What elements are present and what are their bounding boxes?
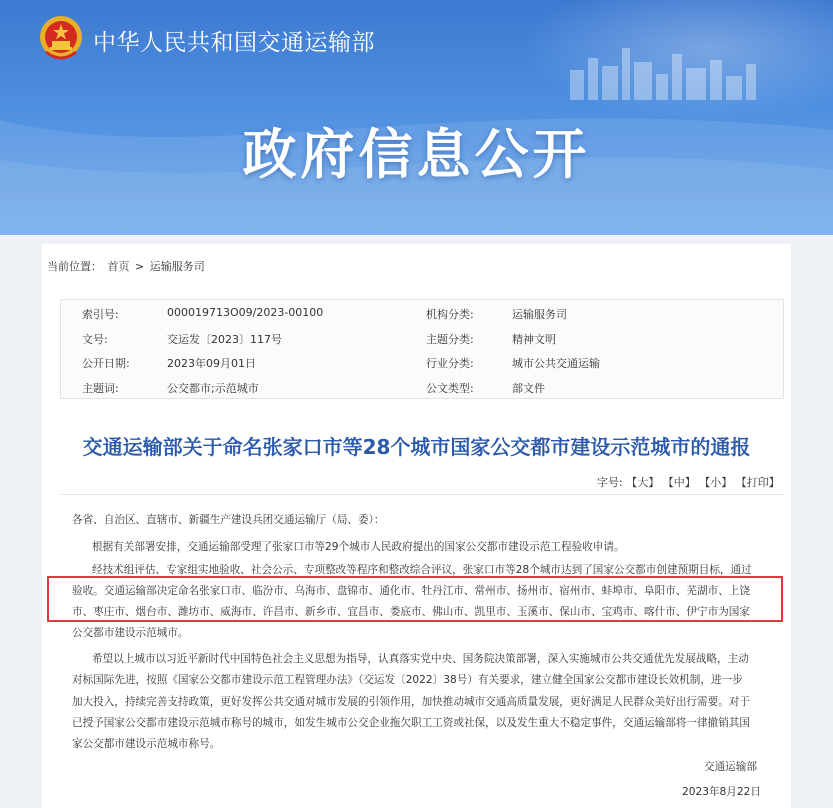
body-line: 验收。交通运输部决定命名张家口市、临汾市、乌海市、盘锦市、通化市、牡丹江市、常州市、扬州市、宿州市、蚌埠市、阜阳市、芜湖市、上饶 — [72, 585, 750, 597]
publish-date-label: 公开日期: — [82, 357, 130, 370]
body-line: 根据有关部署安排，交通运输部受理了张家口市等29个城市人民政府提出的国家公交都市建设示范工程验收申请。 — [92, 541, 625, 553]
body-line: 家公交都市建设示范城市称号。 — [72, 738, 221, 750]
font-size-small-button[interactable]: 【小】 — [699, 476, 733, 489]
body-line: 公交都市建设示范城市。 — [72, 627, 189, 639]
breadcrumb — [47, 258, 207, 274]
doc-type-label: 公文类型: — [426, 382, 474, 395]
industry-value: 城市公共交通运输 — [512, 357, 600, 370]
topic-label: 主题分类: — [426, 333, 474, 346]
body-line: 市、枣庄市、烟台市、潍坊市、威海市、许昌市、新乡市、宜昌市、娄底市、佛山市、凯里市、玉溪市、保山市、宝鸡市、喀什市、伊宁市为国家 — [72, 606, 750, 618]
body-line: 对标国际先进，按照《国家公交都市建设示范工程管理办法》（交运发〔2022〕38号）有关要求，建立健全国家公交都市建设长效机制，进一步 — [72, 674, 743, 686]
font-size-label: 字号: — [597, 476, 623, 489]
doc-number-label: 文号: — [82, 333, 108, 346]
header-banner — [0, 0, 833, 235]
print-button[interactable]: 【打印】 — [735, 476, 780, 489]
breadcrumb-label: 当前位置： — [47, 260, 102, 273]
national-emblem-icon — [38, 14, 84, 64]
font-size-medium-button[interactable]: 【中】 — [662, 476, 696, 489]
keyword-value: 公交都市;示范城市 — [167, 382, 259, 395]
banner-title: 政府信息公开 — [242, 123, 591, 186]
highlight-box — [47, 576, 783, 622]
org-label: 机构分类: — [426, 308, 474, 321]
index-label: 索引号: — [82, 308, 119, 321]
font-size-controls — [597, 474, 780, 490]
publish-date-value: 2023年09月01日 — [167, 357, 256, 370]
ministry-name[interactable]: 中华人民共和国交通运输部 — [93, 30, 375, 56]
article-title: 交通运输部关于命名张家口市等28个城市国家公交都市建设示范城市的通报 — [82, 435, 751, 459]
signature-date: 2023年8月22日 — [682, 786, 761, 798]
breadcrumb-separator: > — [135, 260, 145, 273]
body-line: 加大投入，持续完善支持政策，更好发挥公共交通对城市发展的引领作用，加快推动城市交通高质量发展，更好满足人民群众美好出行需要。对于 — [72, 696, 750, 708]
org-value: 运输服务司 — [512, 308, 567, 321]
doc-type-value: 部文件 — [512, 382, 545, 395]
doc-number-value: 交运发〔2023〕117号 — [167, 333, 282, 346]
title-divider — [60, 494, 784, 495]
industry-label: 行业分类: — [426, 357, 474, 370]
body-line: 经技术组评估、专家组实地验收、社会公示、专项整改等程序和整改综合评议，张家口市等28个城市达到了国家公交都市创建预期目标，通过 — [92, 564, 752, 576]
keyword-label: 主题词: — [82, 382, 119, 395]
body-line: 已授予国家公交都市建设示范城市称号的城市，如发生城市公交企业拖欠职工工资或社保，以及发生重大不稳定事件，交通运输部将一律撤销其国 — [72, 717, 750, 729]
body-line: 希望以上城市以习近平新时代中国特色社会主义思想为指导，认真落实党中央、国务院决策部署，深入实施城市公共交通优先发展战略，主动 — [92, 653, 749, 665]
font-size-large-button[interactable]: 【大】 — [626, 476, 660, 489]
topic-value: 精神文明 — [512, 333, 556, 346]
index-value: 000019713O09/2023-00100 — [167, 306, 324, 319]
salutation-line: 各省、自治区、直辖市、新疆生产建设兵团交通运输厅（局、委）： — [72, 514, 385, 526]
breadcrumb-home-link[interactable]: 首页 — [107, 260, 130, 273]
breadcrumb-current-link[interactable]: 运输服务司 — [149, 260, 205, 273]
signature: 交通运输部 — [704, 761, 757, 773]
